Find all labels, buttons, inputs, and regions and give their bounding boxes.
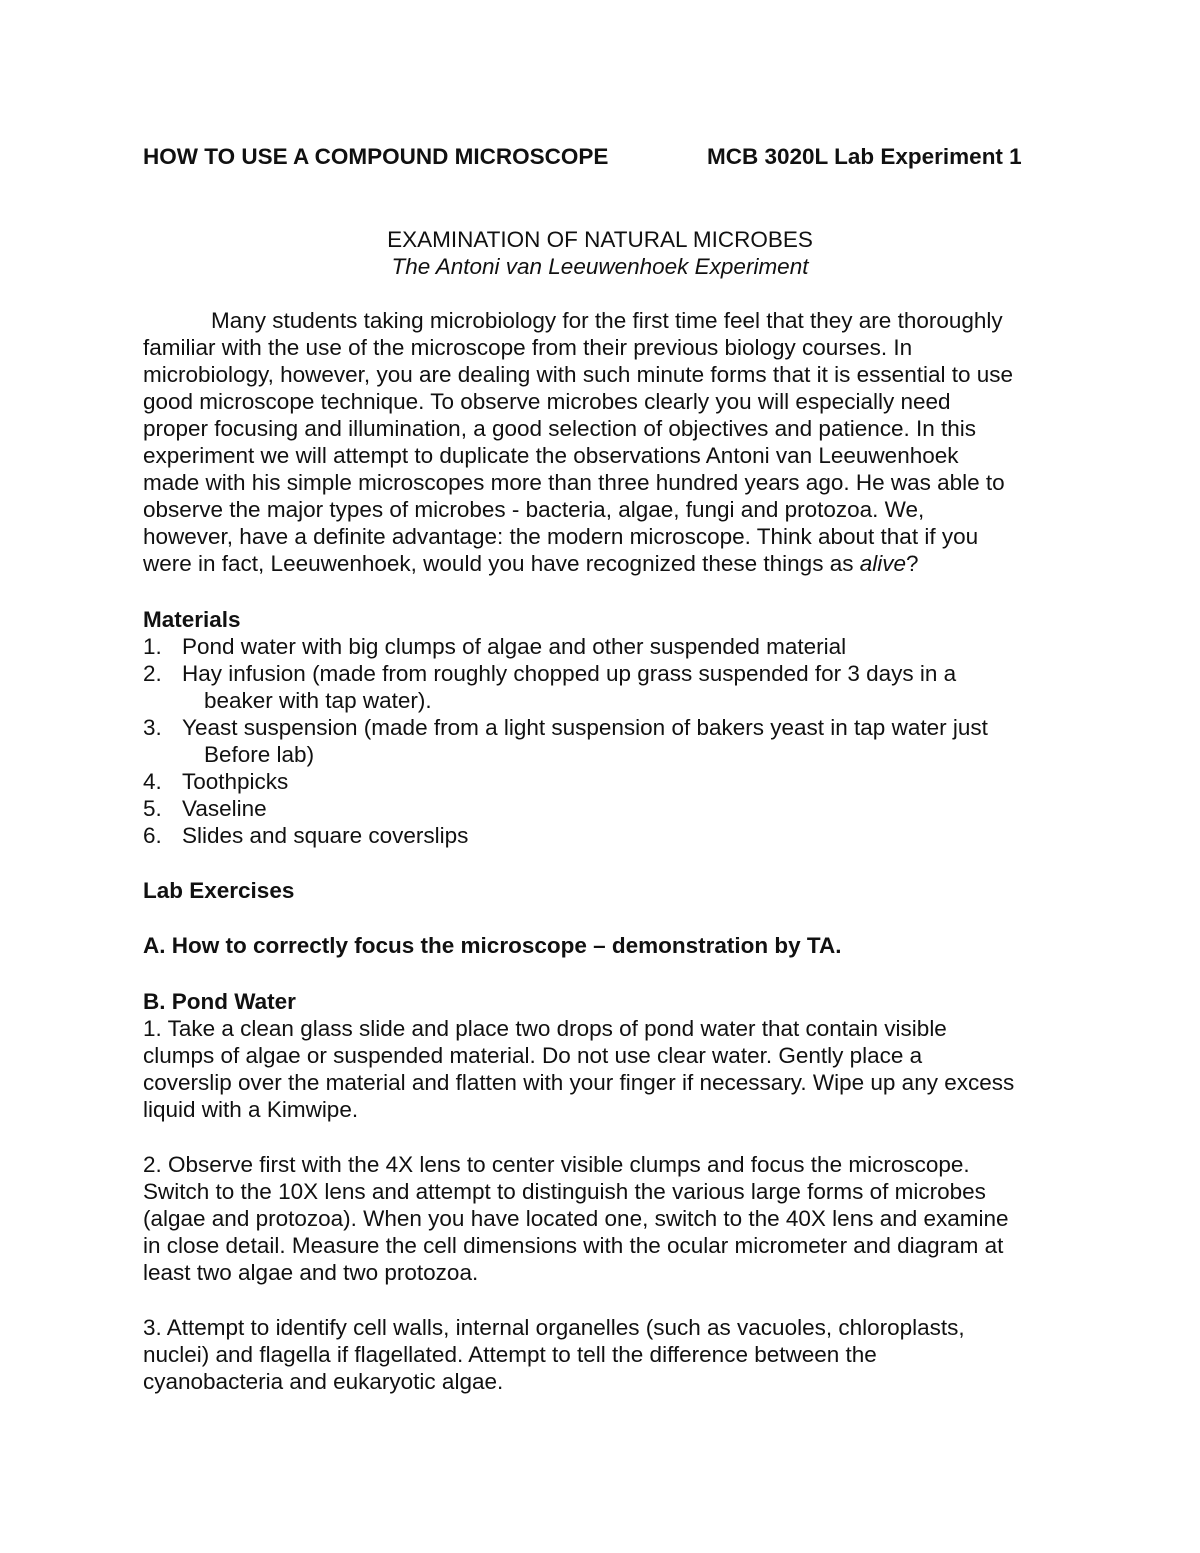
intro-line: microbiology, however, you are dealing with such minute forms that it is essential to use [143, 362, 1014, 387]
item-text: Hay infusion (made from roughly chopped up grass suspended for 3 days in a [182, 661, 957, 686]
step-line: in close detail. Measure the cell dimensions with the ocular micrometer and diagram at [143, 1233, 1004, 1258]
item-text-continued: beaker with tap water). [204, 688, 432, 713]
header-course-title: HOW TO USE A COMPOUND MICROSCOPE [143, 144, 609, 169]
lab-exercises-heading: Lab Exercises [143, 878, 295, 903]
step-line: least two algae and two protozoa. [143, 1260, 479, 1285]
step-line: nuclei) and flagella if flagellated. Attempt to tell the difference between the [143, 1342, 877, 1367]
step-line: (algae and protozoa). When you have located one, switch to the 40X lens and examine [143, 1206, 1009, 1231]
item-text: Slides and square coverslips [182, 823, 469, 848]
intro-line: observe the major types of microbes - bacteria, algae, fungi and protozoa. We, [143, 497, 925, 522]
item-text: Yeast suspension (made from a light suspension of bakers yeast in tap water just [182, 715, 988, 740]
intro-line: familiar with the use of the microscope from their previous biology courses. In [143, 335, 913, 360]
item-text: Pond water with big clumps of algae and other suspended material [182, 634, 847, 659]
intro-line-last [143, 550, 1068, 577]
materials-heading: Materials [143, 607, 241, 632]
intro-text: were in fact, Leeuwenhoek, would you have recognized these things as [143, 551, 860, 576]
step-line: coverslip over the material and flatten with your finger if necessary. Wipe up any excess [143, 1070, 1015, 1095]
step-line: 1. Take a clean glass slide and place two drops of pond water that contain visible [143, 1016, 947, 1041]
intro-line: made with his simple microscopes more than three hundred years ago. He was able to [143, 470, 1005, 495]
step-line: clumps of algae or suspended material. Do not use clear water. Gently place a [143, 1043, 923, 1068]
intro-line: proper focusing and illumination, a good selection of objectives and patience. In this [143, 416, 977, 441]
step-line: Switch to the 10X lens and attempt to distinguish the various large forms of microbes [143, 1179, 986, 1204]
step-line: cyanobacteria and eukaryotic algae. [143, 1369, 504, 1394]
intro-line: however, have a definite advantage: the modern microscope. Think about that if you [143, 524, 979, 549]
pond-water-step-3 [143, 1314, 1068, 1395]
section-b-heading: B. Pond Water [143, 989, 296, 1014]
intro-line: good microscope technique. To observe microbes clearly you will especially need [143, 389, 951, 414]
item-number: 4. [143, 769, 162, 794]
pond-water-step-1 [143, 1015, 1068, 1123]
item-text: Toothpicks [182, 769, 289, 794]
item-number: 1. [143, 634, 162, 659]
step-line: 3. Attempt to identify cell walls, internal organelles (such as vacuoles, chloroplasts, [143, 1315, 965, 1340]
item-text-continued: Before lab) [204, 742, 315, 767]
document-subtitle: The Antoni van Leeuwenhoek Experiment [391, 254, 809, 279]
step-line: liquid with a Kimwipe. [143, 1097, 359, 1122]
intro-line: experiment we will attempt to duplicate the observations Antoni van Leeuwenhoek [143, 443, 959, 468]
item-number: 5. [143, 796, 162, 821]
section-a-heading: A. How to correctly focus the microscope – demonstration by TA. [143, 933, 842, 958]
intro-line: Many students taking microbiology for the first time feel that they are thoroughly [211, 308, 1003, 333]
item-number: 6. [143, 823, 162, 848]
intro-emphasis: alive [859, 551, 906, 576]
header-experiment-label: MCB 3020L Lab Experiment 1 [707, 144, 1022, 169]
document-title: EXAMINATION OF NATURAL MICROBES [387, 227, 813, 252]
item-text: Vaseline [182, 796, 267, 821]
step-line: 2. Observe first with the 4X lens to center visible clumps and focus the microscope. [143, 1152, 970, 1177]
item-number: 3. [143, 715, 162, 740]
pond-water-step-2 [143, 1151, 1068, 1286]
intro-text: ? [906, 551, 919, 576]
intro-paragraph [143, 307, 1068, 577]
item-number: 2. [143, 661, 162, 686]
